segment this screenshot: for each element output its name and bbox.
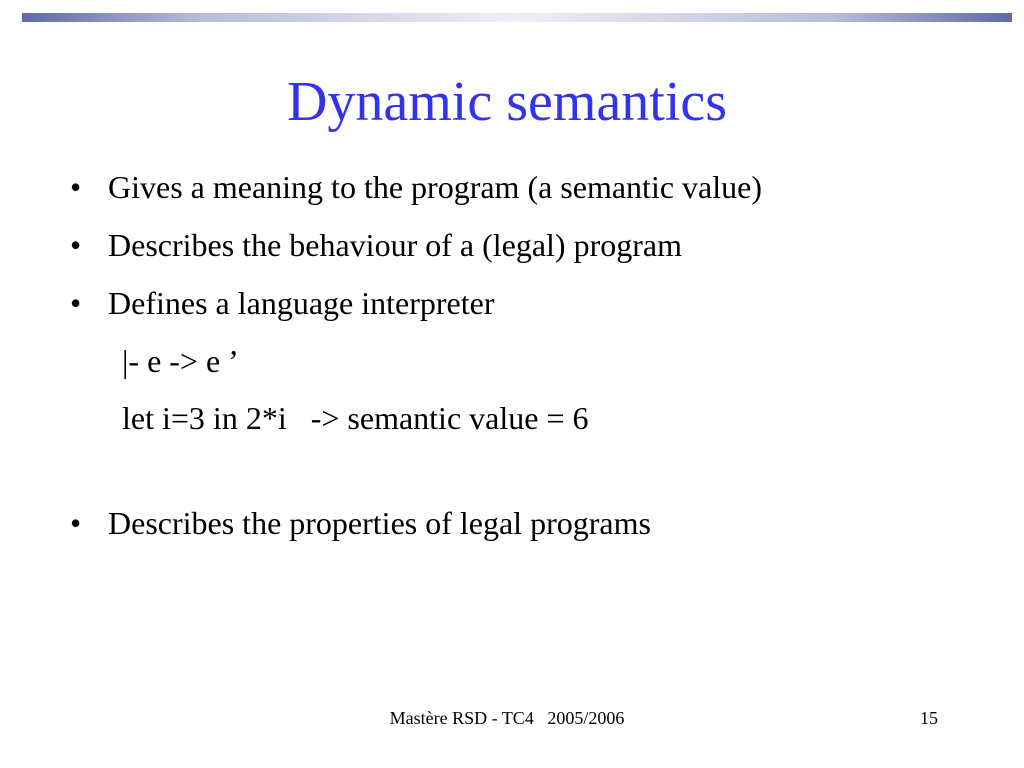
bullet-dot-icon: • xyxy=(70,169,82,205)
bullet-text: Describes the behaviour of a (legal) program xyxy=(108,227,682,263)
bullet-text: Describes the properties of legal programs xyxy=(108,505,651,541)
bullet-text: Defines a language interpreter xyxy=(108,285,495,321)
top-decorative-bar xyxy=(22,13,1012,22)
footer-course-label: Mastère RSD - TC4 2005/2006 xyxy=(389,708,625,728)
footer-page-number: 15 xyxy=(920,708,938,728)
bullet-item xyxy=(70,225,682,265)
slide-title: Dynamic semantics xyxy=(286,71,728,133)
bullet-dot-icon: • xyxy=(70,285,82,321)
code-line-judgement: |- e -> e ’ xyxy=(122,343,239,379)
bullet-dot-icon: • xyxy=(70,505,82,541)
bullet-dot-icon: • xyxy=(70,227,82,263)
code-line-example: let i=3 in 2*i -> semantic value = 6 xyxy=(122,400,589,436)
bullet-item xyxy=(70,167,762,207)
bullet-text: Gives a meaning to the program (a semantic value) xyxy=(108,169,762,205)
bullet-item xyxy=(70,283,494,323)
bullet-item xyxy=(70,503,651,543)
